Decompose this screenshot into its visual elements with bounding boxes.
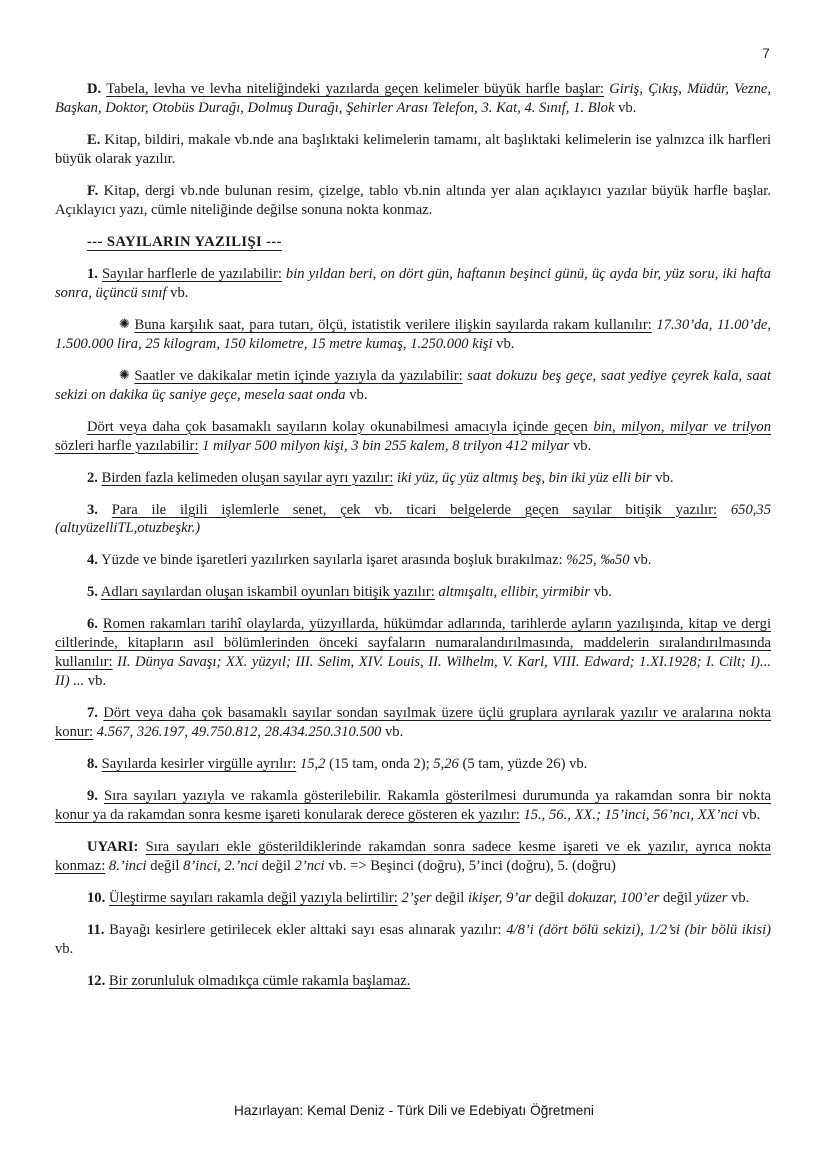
- paragraph-marker: 5.: [87, 584, 98, 601]
- example-text: 4.567, 326.197, 49.750.812, 28.434.250.310.500: [96, 724, 382, 741]
- paragraph-5: [55, 583, 771, 602]
- example-text-b: 8’inci, 2.’nci: [183, 858, 259, 875]
- paragraph-marker: 8.: [87, 756, 98, 773]
- example-text: bin yıldan beri, on dört gün, haftanın beşinci günü, üç ayda bir, yüz soru, iki hafta sonra, üçüncü sınıf: [55, 265, 771, 301]
- tail-text: vb.: [385, 724, 404, 741]
- paragraph-marker: 12.: [87, 972, 106, 989]
- rule-text: Üleştirme sayıları rakamla değil yazıyla belirtilir:: [108, 890, 398, 907]
- example-text: 17.30’da, 11.00’de, 1.500.000 lira, 25 kilogram, 150 kilometre, 15 metre kumaş, 1.250.000 kişi: [55, 316, 771, 352]
- rule-text: Sıra sayıları yazıyla ve rakamla gösterilebilir. Rakamla gösterilmesi durumunda ya rakamdan sonra bir nokta konur ya da rakamdan sonra kesme işareti konularak derece gösteren ek yazılır:: [55, 788, 771, 824]
- plain-text-c: değil: [659, 890, 696, 907]
- rule-text: Para ile ilgili işlemlerle senet, çek vb. ticari belgelerde geçen sayılar bitişik yazılır:: [111, 501, 718, 518]
- section-heading-label: --- SAYILARIN YAZILIŞI ---: [87, 233, 282, 250]
- example-text-a: 2’şer: [401, 890, 432, 907]
- document-body: [55, 80, 771, 1004]
- flower-ornament-icon: ✺: [119, 316, 130, 332]
- example-text: %25, ‰50: [566, 552, 630, 569]
- paragraph-ornament-2: [55, 367, 771, 405]
- paragraph-e: [55, 131, 771, 169]
- tail-text: vb.: [87, 673, 107, 690]
- tail-text: vb.: [170, 284, 189, 301]
- rule-text: Kitap, dergi vb.nde bulunan resim, çizelge, tablo vb.nin altında yer alan açıklayıcı yazılar büyük harfle başlar. Açıklayıcı yazı, cümle niteliğinde değilse sonuna nokta konmaz.: [55, 182, 771, 218]
- plain-text-a: (15 tam, onda 2);: [325, 756, 434, 773]
- tail-text: vb.: [618, 99, 637, 116]
- tail-text: vb.: [727, 890, 750, 907]
- rule-text: Yüzde ve binde işaretleri yazılırken sayılarla işaret arasında boşluk bırakılmaz:: [101, 552, 563, 569]
- rule-text-italic: bin, milyon, milyar ve trilyon: [593, 418, 771, 435]
- rule-text: Birden fazla kelimeden oluşan sayılar ayrı yazılır:: [101, 469, 394, 486]
- flower-ornament-icon: ✺: [119, 367, 130, 383]
- paragraph-marker: 3.: [87, 501, 98, 518]
- rule-text: Dört veya daha çok basamaklı sayılar sondan sayılmak üzere üçlü gruplara ayrılarak yazılır ve aralarına nokta konur:: [55, 705, 771, 741]
- tail-text: vb.: [349, 386, 368, 403]
- example-text-b: ikişer, 9’ar: [467, 890, 532, 907]
- rule-text: Tabela, levha ve levha niteliğindeki yazılarda geçen kelimeler büyük harfle başlar:: [106, 81, 604, 97]
- paragraph-uyari: [55, 838, 771, 876]
- paragraph-1: [55, 265, 771, 303]
- rule-text: Saatler ve dakikalar metin içinde yazıyla da yazılabilir:: [134, 367, 463, 384]
- plain-text-b: değil: [258, 858, 295, 875]
- example-text-c: 2’nci: [294, 858, 325, 875]
- paragraph-marker: 6.: [87, 616, 98, 633]
- plain-text-c: vb. => Beşinci (doğru), 5’inci (doğru), 5. (doğru): [324, 858, 616, 875]
- tail-text: vb.: [655, 469, 674, 486]
- paragraph-3: [55, 501, 771, 539]
- tail-text: vb.: [55, 940, 74, 957]
- tail-text: vb.: [741, 807, 761, 824]
- tail-text: vb.: [593, 584, 612, 601]
- paragraph-2: [55, 469, 771, 488]
- paragraph-marker: 10.: [87, 890, 106, 907]
- paragraph-9: [55, 787, 771, 825]
- paragraph-12: [55, 972, 771, 991]
- rule-text: Sayılar harflerle de yazılabilir:: [102, 265, 282, 282]
- example-text-a: 8.’inci: [108, 858, 147, 875]
- rule-text: Sayılarda kesirler virgülle ayrılır:: [101, 756, 297, 773]
- paragraph-marker: 9.: [87, 788, 98, 805]
- paragraph-d: [55, 80, 771, 118]
- footer-credit: Hazırlayan: Kemal Deniz - Türk Dili ve Edebiyatı Öğretmeni: [234, 1103, 594, 1118]
- rule-text: Bayağı kesirlere getirilecek ekler alttaki sayı esas alınarak yazılır:: [109, 922, 502, 938]
- paragraph-ornament-1: [55, 316, 771, 354]
- tail-text: vb.: [633, 552, 652, 569]
- example-text: Giriş, Çıkış, Müdür, Vezne, Başkan, Doktor, Otobüs Durağı, Dolmuş Durağı, Şehirler Arası Telefon, 3. Kat, 4. Sınıf, 1. Blok: [55, 81, 772, 116]
- paragraph-marker: F.: [87, 182, 99, 199]
- example-text-b: 5,26: [433, 756, 459, 773]
- example-text: 15., 56., XX.; 15’inci, 56’ncı, XX’nci: [523, 807, 739, 824]
- paragraph-f: [55, 182, 771, 220]
- example-text: 4/8’i (dört bölü sekizi), 1/2’si (bir bölü ikisi): [506, 922, 771, 938]
- example-text: 650,35 (altıyüzelliTL,otuzbeşkr.): [55, 501, 771, 537]
- rule-text: Kitap, bildiri, makale vb.nde ana başlıktaki kelimelerin tamamı, alt başlıktaki kelimelerin ise yalnızca ilk harfleri büyük olarak yazılır.: [55, 131, 771, 167]
- paragraph-marker: E.: [87, 131, 101, 148]
- page-number: 7: [762, 46, 770, 61]
- rule-text: Romen rakamları tarihî olaylarda, yüzyıllarda, hükümdar adlarında, tarihlerde ayların yazılışında, kitap ve dergi ciltlerinde, kitapların asıl bölümlerinden önceki sayfaların numaralandırılmasında, maddelerin sıralandırılmasında kullanılır:: [55, 616, 771, 671]
- warning-marker: UYARI:: [87, 839, 139, 856]
- example-text: iki yüz, üç yüz altmış beş, bin iki yüz elli bir: [397, 469, 652, 486]
- tail-text: vb.: [573, 437, 592, 454]
- paragraph-6: [55, 615, 771, 691]
- paragraph-marker: D.: [87, 81, 102, 97]
- rule-text-part-b: sözleri harfle yazılabilir:: [55, 437, 199, 454]
- paragraph-4: [55, 551, 771, 570]
- example-text-d: yüzer: [695, 890, 728, 907]
- paragraph-11: [55, 921, 771, 959]
- rule-text-part-a: Dört veya daha çok basamaklı sayıların kolay okunabilmesi amacıyla içinde geçen: [87, 418, 594, 435]
- paragraph-10: [55, 889, 771, 908]
- rule-text: Buna karşılık saat, para tutarı, ölçü, istatistik verilere ilişkin sayılarda rakam kullanılır:: [134, 316, 652, 333]
- rule-text: Bir zorunluluk olmadıkça cümle rakamla başlamaz.: [108, 972, 411, 989]
- example-text: 1 milyar 500 milyon kişi, 3 bin 255 kalem, 8 trilyon 412 milyar: [202, 437, 570, 454]
- paragraph-8: [55, 755, 771, 774]
- paragraph-marker: 2.: [87, 469, 98, 486]
- example-text: altmışaltı, ellibir, yirmibir: [438, 584, 591, 601]
- example-text-c: dokuzar, 100’er: [567, 890, 660, 907]
- example-text: saat dokuzu beş geçe, saat yediye çeyrek kala, saat sekizi on dakika üç saniye geçe, mesela saat onda: [55, 367, 771, 403]
- paragraph-marker: 11.: [87, 922, 105, 938]
- paragraph-bin-milyon: [55, 418, 771, 456]
- paragraph-marker: 1.: [87, 265, 98, 282]
- example-text: II. Dünya Savaşı; XX. yüzyıl; III. Selim, XIV. Louis, II. Wilhelm, V. Karl, VIII. Edward; 1.XI.1928; I. Cilt; I)... II) ...: [55, 654, 771, 690]
- rule-text: Adları sayılardan oluşan iskambil oyunları bitişik yazılır:: [100, 584, 435, 601]
- plain-text-b: (5 tam, yüzde 26) vb.: [458, 756, 588, 773]
- paragraph-marker: 4.: [87, 552, 98, 569]
- plain-text-a: değil: [431, 890, 468, 907]
- section-heading: [55, 233, 771, 252]
- plain-text-a: değil: [146, 858, 184, 875]
- example-text-a: 15,2: [299, 756, 326, 773]
- tail-text: vb.: [496, 335, 515, 352]
- plain-text-b: değil: [531, 890, 568, 907]
- paragraph-7: [55, 704, 771, 742]
- rule-text: Sıra sayıları ekle gösterildiklerinde rakamdan sonra sadece kesme işareti ve ek yazılır, ayrıca nokta konmaz:: [55, 839, 771, 875]
- paragraph-marker: 7.: [87, 705, 98, 722]
